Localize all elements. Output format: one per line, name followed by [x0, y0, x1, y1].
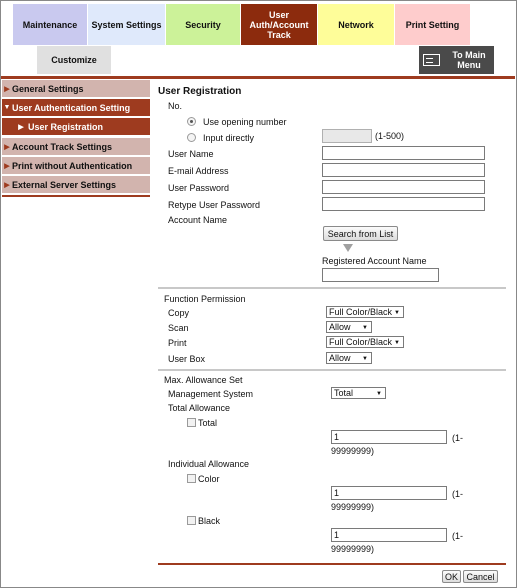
registered-account-name-label: Registered Account Name — [322, 256, 427, 266]
tab-customize[interactable] — [37, 46, 112, 74]
sidebar-item-label: General Settings — [12, 83, 84, 94]
chevron-down-icon: ▼ — [362, 356, 368, 362]
print-select-value: Full Color/Black — [329, 337, 393, 347]
section-divider — [158, 369, 506, 371]
scan-label: Scan — [168, 323, 189, 333]
tab-system-settings[interactable] — [88, 4, 166, 45]
page-title: User Registration — [158, 86, 242, 97]
user-name-field[interactable] — [322, 146, 485, 160]
caret-right-icon: ▶ — [4, 85, 10, 93]
sidebar-item-general-settings[interactable] — [2, 80, 150, 98]
chevron-down-icon: ▼ — [376, 391, 382, 397]
sidebar-item-label: User Authentication Setting — [12, 102, 131, 113]
management-system-select[interactable] — [331, 387, 386, 399]
number-field[interactable] — [322, 129, 372, 143]
to-main-menu-button[interactable] — [419, 46, 494, 74]
total-range-part1: (1- — [452, 433, 463, 443]
monitor-icon — [423, 54, 440, 66]
sidebar-item-external-server-settings[interactable] — [2, 176, 150, 194]
user-box-select[interactable] — [326, 352, 372, 364]
to-main-line2: Menu — [457, 60, 481, 70]
tab-security-label: Security — [185, 19, 221, 30]
email-field[interactable] — [322, 163, 485, 177]
management-system-value: Total — [334, 388, 354, 398]
tab-user-auth-label — [250, 10, 309, 40]
sidebar-item-label: Account Track Settings — [12, 141, 113, 152]
sidebar-item-user-authentication-setting[interactable] — [2, 99, 150, 117]
tab-security[interactable] — [166, 4, 241, 45]
search-from-list-button[interactable] — [323, 226, 398, 241]
copy-select[interactable] — [326, 306, 404, 318]
header-divider — [1, 76, 515, 79]
total-range-part2: 99999999) — [331, 446, 375, 456]
cancel-label: Cancel — [466, 571, 495, 582]
black-allowance-field[interactable]: 1 — [331, 528, 447, 542]
input-directly-radio[interactable] — [187, 133, 196, 142]
registered-account-name-field[interactable] — [322, 268, 439, 282]
copy-label: Copy — [168, 308, 190, 318]
tab-system-settings-label: System Settings — [91, 19, 162, 30]
number-range-label: (1-500) — [375, 131, 405, 141]
color-allowance-field[interactable]: 1 — [331, 486, 447, 500]
sidebar-item-label: Print without Authentication — [12, 160, 133, 171]
password-label: User Password — [168, 183, 230, 193]
arrow-down-icon — [343, 244, 353, 252]
black-range-part1: (1- — [452, 531, 463, 541]
sidebar-item-label: External Server Settings — [12, 179, 117, 190]
retype-password-field[interactable] — [322, 197, 485, 211]
sidebar-item-user-registration[interactable] — [2, 118, 150, 136]
cancel-button[interactable] — [463, 570, 498, 583]
password-field[interactable] — [322, 180, 485, 194]
no-label: No. — [168, 101, 183, 111]
function-permission-title: Function Permission — [164, 294, 246, 304]
black-range-part2: 99999999) — [331, 544, 375, 554]
section-divider — [158, 287, 506, 289]
to-main-menu-label — [450, 50, 488, 70]
total-checkbox[interactable] — [187, 418, 196, 427]
sidebar-divider — [2, 195, 150, 197]
caret-right-icon: ▶ — [18, 123, 24, 131]
individual-allowance-label: Individual Allowance — [168, 459, 250, 469]
total-label: Total — [198, 418, 218, 428]
tab-customize-label: Customize — [51, 55, 97, 65]
sidebar-item-print-without-authentication[interactable] — [2, 157, 150, 175]
tab-user-auth-line3: Track — [267, 29, 291, 40]
color-label: Color — [198, 474, 220, 484]
black-label: Black — [198, 516, 221, 526]
email-label: E-mail Address — [168, 166, 229, 176]
use-opening-number-label: Use opening number — [203, 117, 287, 127]
search-from-list-label: Search from List — [327, 228, 394, 239]
management-system-label: Management System — [168, 389, 254, 399]
caret-right-icon: ▶ — [4, 162, 10, 170]
user-name-label: User Name — [168, 149, 214, 159]
total-allowance-field[interactable]: 1 — [331, 430, 447, 444]
print-select[interactable] — [326, 336, 404, 348]
tab-print-setting[interactable] — [395, 4, 471, 45]
tab-user-auth-line1: User — [268, 9, 289, 20]
tab-network-label: Network — [338, 19, 374, 30]
tab-maintenance[interactable] — [13, 4, 88, 45]
caret-right-icon: ▶ — [4, 143, 10, 151]
tab-user-auth-line2: Auth/Account — [249, 19, 309, 30]
black-checkbox[interactable] — [187, 516, 196, 525]
tab-network[interactable] — [318, 4, 395, 45]
tab-maintenance-label: Maintenance — [22, 19, 78, 30]
ok-button[interactable] — [442, 570, 461, 583]
input-directly-label: Input directly — [203, 133, 255, 143]
user-box-select-value: Allow — [329, 353, 351, 363]
scan-select[interactable] — [326, 321, 372, 333]
color-range-part2: 99999999) — [331, 502, 375, 512]
print-label: Print — [168, 338, 187, 348]
account-name-label: Account Name — [168, 215, 228, 225]
max-allowance-title: Max. Allowance Set — [164, 375, 243, 385]
caret-right-icon: ▶ — [4, 181, 10, 189]
sidebar-item-account-track-settings[interactable] — [2, 138, 150, 156]
tab-print-setting-label: Print Setting — [405, 19, 460, 30]
color-checkbox[interactable] — [187, 474, 196, 483]
user-box-label: User Box — [168, 354, 206, 364]
sidebar-item-label: User Registration — [28, 121, 104, 132]
ok-label: OK — [444, 571, 458, 582]
chevron-down-icon: ▼ — [362, 325, 368, 331]
footer-divider — [158, 563, 506, 565]
copy-select-value: Full Color/Black — [329, 307, 393, 317]
total-allowance-label: Total Allowance — [168, 403, 231, 413]
chevron-down-icon: ▼ — [394, 340, 400, 346]
use-opening-number-radio[interactable] — [187, 117, 196, 126]
color-range-part1: (1- — [452, 489, 463, 499]
chevron-down-icon: ▼ — [394, 310, 400, 316]
to-main-line1: To Main — [452, 50, 486, 60]
tab-user-auth-account-track[interactable] — [241, 4, 318, 45]
caret-down-icon: ▼ — [3, 104, 11, 111]
retype-password-label: Retype User Password — [168, 200, 261, 210]
scan-select-value: Allow — [329, 322, 351, 332]
